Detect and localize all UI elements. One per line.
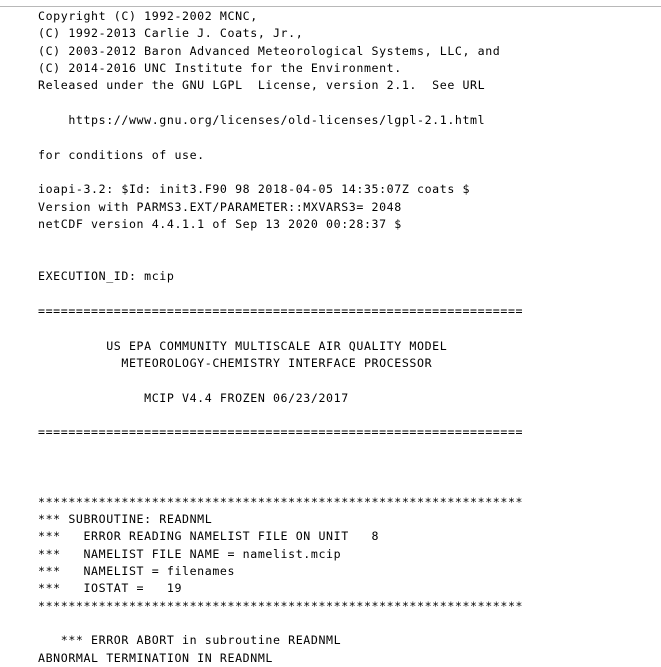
- console-line: MCIP V4.4 FROZEN 06/23/2017: [38, 390, 349, 405]
- console-line: [0, 476, 661, 493]
- console-line: ****************************************************************: [38, 598, 524, 613]
- console-line: (C) 1992-2013 Carlie J. Coats, Jr.,: [38, 26, 304, 41]
- console-line: [0, 286, 661, 303]
- console-line: (C) 2014-2016 UNC Institute for the Environment.: [38, 61, 402, 76]
- console-line: US EPA COMMUNITY MULTISCALE AIR QUALITY MODEL: [38, 338, 448, 353]
- console-line: for conditions of use.: [38, 147, 205, 162]
- console-line: [0, 459, 661, 476]
- console-line: [0, 129, 661, 146]
- console-line: ioapi-3.2: $Id: init3.F90 98 2018-04-05 14:35:07Z coats $: [38, 182, 471, 197]
- console-line: [0, 407, 661, 424]
- console-line: *** ERROR READING NAMELIST FILE ON UNIT 8: [38, 529, 380, 544]
- console-line: *** IOSTAT = 19: [38, 581, 183, 596]
- console-line: Released under the GNU LGPL License, version 2.1. See URL: [38, 78, 486, 93]
- console-line: Version with PARMS3.EXT/PARAMETER::MXVARS3= 2048: [38, 199, 402, 214]
- console-line: *** ERROR ABORT in subroutine READNML: [38, 633, 342, 648]
- console-line: Copyright (C) 1992-2002 MCNC,: [38, 9, 258, 23]
- window-divider: [0, 6, 661, 7]
- console-line: https://www.gnu.org/licenses/old-licenses/lgpl-2.1.html: [38, 113, 486, 128]
- console-line: [0, 164, 661, 181]
- console-line: [0, 95, 661, 112]
- console-line: netCDF version 4.4.1.1 of Sep 13 2020 00:28:37 $: [38, 217, 402, 232]
- console-line: [0, 442, 661, 459]
- console-line: (C) 2003-2012 Baron Advanced Meteorological Systems, LLC, and: [38, 43, 501, 58]
- console-line: [0, 251, 661, 268]
- console-line: [0, 233, 661, 250]
- console-line: ABNORMAL TERMINATION IN READNML: [38, 650, 273, 665]
- console-line: [0, 615, 661, 632]
- console-line: ****************************************************************: [38, 494, 524, 509]
- console-line: [0, 320, 661, 337]
- console-line: *** NAMELIST = filenames: [38, 564, 236, 578]
- console-line: *** SUBROUTINE: READNML: [38, 511, 213, 526]
- console-output: [0, 8, 661, 667]
- console-line: *** NAMELIST FILE NAME = namelist.mcip: [38, 546, 342, 561]
- console-line: EXECUTION_ID: mcip: [38, 269, 175, 284]
- console-line: ================================================================: [38, 425, 524, 440]
- console-line: METEOROLOGY-CHEMISTRY INTERFACE PROCESSOR: [38, 355, 433, 370]
- console-line: ================================================================: [38, 303, 524, 318]
- console-line: [0, 372, 661, 389]
